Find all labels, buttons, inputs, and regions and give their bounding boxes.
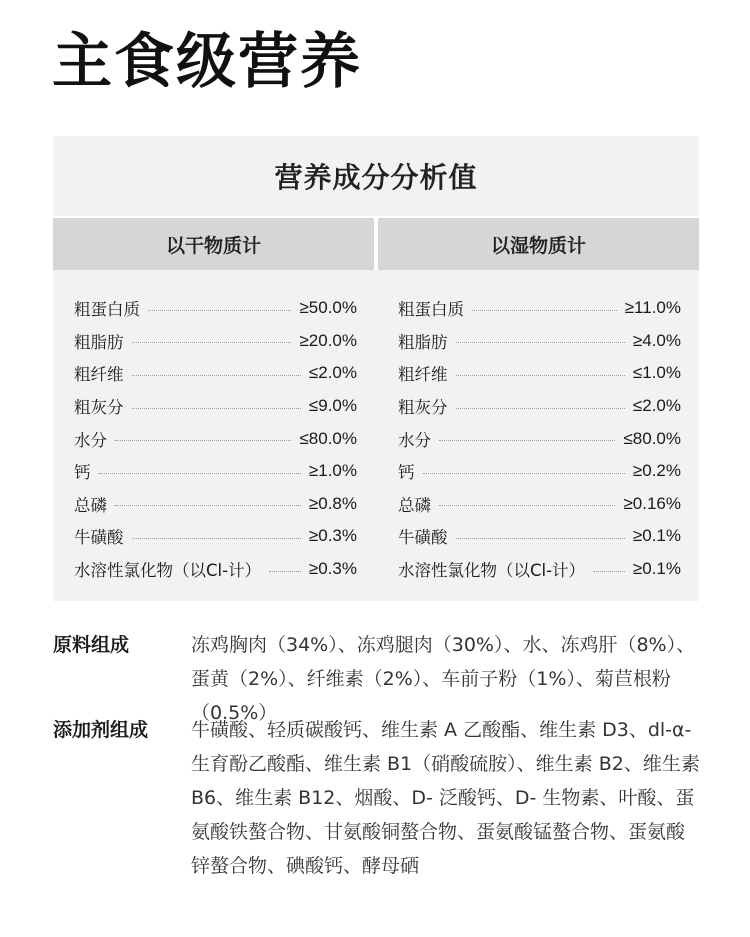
panel-title: 营养成分分析值 (274, 161, 478, 194)
wet-matter-list (398, 292, 681, 585)
nutrient-name: 水溶性氯化物（以Cl-计） (398, 561, 586, 581)
nutrient-value: ≥1.0% (308, 461, 357, 481)
dotted-leader (269, 571, 301, 572)
nutrient-name: 牛磺酸 (74, 528, 124, 548)
dotted-leader (439, 505, 615, 506)
nutrient-row (74, 422, 357, 455)
nutrient-name: 粗纤维 (398, 365, 448, 385)
nutrient-row (398, 520, 681, 553)
dotted-leader (99, 473, 301, 474)
dotted-leader (472, 310, 617, 311)
nutrient-row (74, 357, 357, 390)
nutrient-value: ≥4.0% (632, 330, 681, 350)
nutrient-name: 牛磺酸 (398, 528, 448, 548)
dotted-leader (456, 375, 625, 376)
ingredients-text: 冻鸡胸肉（34%）、冻鸡腿肉（30%）、水、冻鸡肝（8%）、蛋黄（2%）、纤维素（2%）、车前子粉（1%）、菊苣根粉（0.5%） (191, 634, 696, 724)
nutrient-value: ≤9.0% (308, 396, 357, 416)
nutrient-name: 粗蛋白质 (398, 300, 464, 320)
nutrient-name: 钙 (74, 463, 91, 483)
nutrient-name: 粗灰分 (398, 398, 448, 418)
dotted-leader (439, 440, 615, 441)
dotted-leader (593, 571, 625, 572)
dotted-leader (132, 408, 301, 409)
nutrient-value: ≥0.2% (632, 461, 681, 481)
dotted-leader (132, 538, 301, 539)
nutrient-name: 总磷 (398, 495, 431, 515)
dotted-leader (115, 505, 301, 506)
nutrient-row (398, 292, 681, 325)
dotted-leader (132, 342, 292, 343)
nutrient-name: 水溶性氯化物（以Cl-计） (74, 561, 262, 581)
dotted-leader (423, 473, 625, 474)
nutrient-value: ≥0.16% (623, 493, 681, 513)
dotted-leader (456, 342, 625, 343)
nutrient-name: 水分 (398, 430, 431, 450)
nutrient-value: ≥0.8% (308, 493, 357, 513)
nutrient-name: 总磷 (74, 495, 107, 515)
dotted-leader (132, 375, 301, 376)
nutrient-name: 粗蛋白质 (74, 300, 140, 320)
ingredients-label: 原料组成 (53, 634, 130, 656)
nutrient-value: ≤2.0% (308, 363, 357, 383)
dry-matter-list (74, 292, 357, 585)
nutrient-row (398, 422, 681, 455)
dotted-leader (148, 310, 291, 311)
nutrient-row (74, 488, 357, 521)
nutrient-value: ≥0.1% (632, 526, 681, 546)
nutrient-row (398, 325, 681, 358)
dotted-leader (456, 538, 625, 539)
nutrient-value: ≥50.0% (299, 298, 357, 318)
nutrient-name: 粗脂肪 (74, 332, 124, 352)
wet-matter-header: 以湿物质计 (378, 218, 699, 270)
nutrient-row (74, 390, 357, 423)
nutrient-row (74, 553, 357, 586)
nutrient-value: ≥0.1% (632, 559, 681, 579)
nutrient-row (74, 292, 357, 325)
nutrient-row (74, 455, 357, 488)
nutrient-value: ≤80.0% (299, 428, 357, 448)
nutrient-value: ≥11.0% (624, 298, 681, 318)
dry-matter-header: 以干物质计 (53, 218, 374, 270)
dotted-leader (456, 408, 625, 409)
nutrient-row (398, 390, 681, 423)
nutrient-row (74, 520, 357, 553)
page-title: 主食级营养 (52, 27, 362, 97)
nutrient-row (398, 357, 681, 390)
nutrient-value: ≤80.0% (623, 428, 681, 448)
nutrition-panel (53, 136, 699, 601)
nutrient-name: 粗灰分 (74, 398, 124, 418)
nutrient-name: 钙 (398, 463, 415, 483)
nutrient-row (398, 488, 681, 521)
nutrient-value: ≥0.3% (308, 559, 357, 579)
nutrient-row (398, 553, 681, 586)
nutrient-row (74, 325, 357, 358)
nutrient-value: ≤1.0% (632, 363, 681, 383)
additives-label: 添加剂组成 (53, 719, 149, 741)
dotted-leader (115, 440, 291, 441)
nutrient-value: ≥0.3% (308, 526, 357, 546)
nutrient-name: 水分 (74, 430, 107, 450)
additives-section (53, 713, 701, 883)
additives-text: 牛磺酸、轻质碳酸钙、维生素 A 乙酸酯、维生素 D3、dl-α-生育酚乙酸酯、维生素 B1（硝酸硫胺）、维生素 B2、维生素 B6、维生素 B12、烟酸、D- 泛酸钙、D- 生物素、叶酸、蛋氨酸铁螯合物、甘氨酸铜螯合物、蛋氨酸锰螯合物、蛋氨酸锌螯合物、碘酸钙、酵母硒 (191, 719, 700, 877)
nutrient-value: ≤2.0% (632, 396, 681, 416)
nutrient-value: ≥20.0% (299, 330, 357, 350)
nutrient-name: 粗纤维 (74, 365, 124, 385)
nutrient-name: 粗脂肪 (398, 332, 448, 352)
nutrient-row (398, 455, 681, 488)
